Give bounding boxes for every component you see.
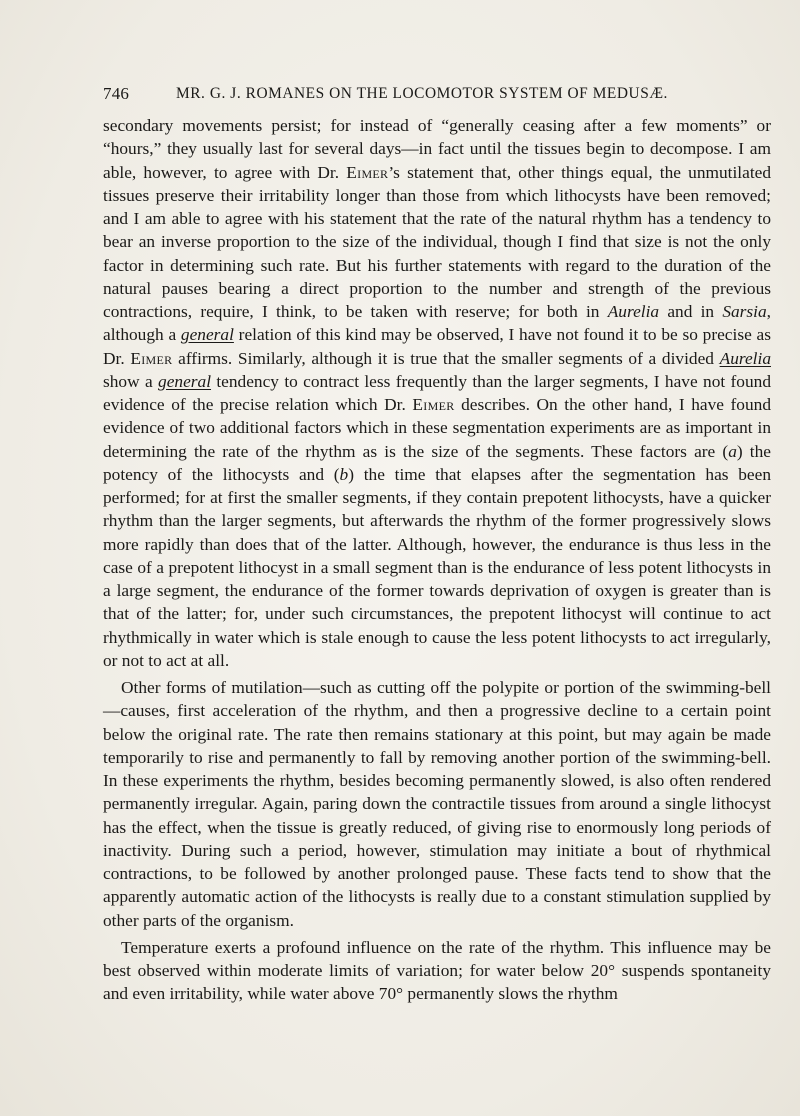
- text-run: secondary movements persist; for instead of “generally ceasing after a few moments” or “hours,” they usually last for several days—in fact until the tissues begin to decompose. I am able, however, to agree with Dr.: [103, 116, 771, 182]
- text-run: describes. On the other hand, I have found evidence of two additional factors which in these segmentation experiments are as important in determining the rate of the rhythm as is the size of the segments. These factors are (: [103, 395, 771, 461]
- text-run: tendency to contract less frequently than the larger segments, I have not found evidence of the precise relation which Dr.: [103, 371, 771, 414]
- page-number: 746: [103, 84, 130, 103]
- factor-label: a: [728, 441, 737, 461]
- running-header: [103, 84, 772, 114]
- paragraph-3: Temperature exerts a profound influence on the rate of the rhythm. This influence may be best observed within moderate limits of variation; for water below 20° suspends spontaneity and even irritability, while water above 70° permanently slows the rhythm: [103, 937, 771, 1004]
- text-run: ’s statement that, other things equal, the unmutilated tissues preserve their irritability longer than those from which lithocysts have been removed; and I am able to agree with his statement that the rate of the natural rhythm has a tendency to bear an inverse proportion to the size of the individual, though I find that size is not the only factor in determining such rate. But his further statements with regard to the duration of the natural pauses bearing a direct proportion to the number and strength of the previous contractions, require, I think, to be taken with reserve; for both in: [103, 162, 772, 321]
- text-run: ) the potency of the lithocysts and (: [103, 441, 771, 484]
- text-run: , although a: [103, 302, 771, 345]
- author-name: Eimer: [346, 162, 389, 182]
- genus-name: Sarsia: [722, 302, 767, 321]
- text-run: show a: [103, 371, 159, 391]
- genus-name: Aurelia: [607, 302, 660, 321]
- running-title: MR. G. J. ROMANES ON THE LOCOMOTOR SYSTEM OF MEDUSÆ.: [176, 85, 668, 102]
- emphasis: general: [158, 371, 212, 391]
- text-run: affirms. Similarly, although it is true that the smaller segments of a divided: [172, 348, 720, 368]
- paragraph-2: Other forms of mutilation—such as cutting off the polypite or portion of the swimming-bell—causes, first acceleration of the rhythm, and then a progressive decline to a certain point below the original rate. The rate then remains stationary at this point, but may again be made temporarily to rise and permanently to fall by removing another portion of the swimming-bell. In these experiments the rhythm, besides becoming permanently slowed, is also often rendered permanently irregular. Again, paring down the contractile tissues from around a single lithocyst has the effect, when the tissue is greatly reduced, of giving rise to enormously long periods of inactivity. During such a period, however, stimulation may initiate a bout of rhythmical contractions, to be followed by another prolonged pause. These facts tend to show that the apparently automatic action of the lithocysts is really due to a constant stimulation supplied by other parts of the organism.: [103, 678, 771, 930]
- author-name: Eimer: [130, 348, 173, 368]
- author-name: Eimer: [412, 395, 455, 414]
- text-run: relation of this kind may be observed, I have not found it to be so precise as Dr.: [103, 325, 771, 368]
- body-text: [103, 114, 771, 1006]
- paragraph-1: [103, 114, 771, 672]
- text-run: ) the time that elapses after the segmentation has been performed; for at first the smaller segments, if they contain prepotent lithocysts, have a quicker rhythm than the larger segments, but afterwards the rhythm of the former progressively slows more rapidly than does that of the latter. Although, however, the endurance is thus less in the case of a prepotent lithocyst in a small segment than is the endurance of less potent lithocysts in a large segment, the endurance of the former towards deprivation of oxygen is greater than is that of the latter; for, under such circumstances, the prepotent lithocyst will continue to act rhythmically in water which is stale enough to cause the less potent lithocysts to act irregularly, or not to act at all.: [103, 464, 771, 670]
- factor-label: b: [339, 464, 349, 484]
- genus-name: Aurelia: [719, 348, 771, 368]
- emphasis: general: [180, 325, 234, 345]
- text-run: and in: [659, 302, 723, 321]
